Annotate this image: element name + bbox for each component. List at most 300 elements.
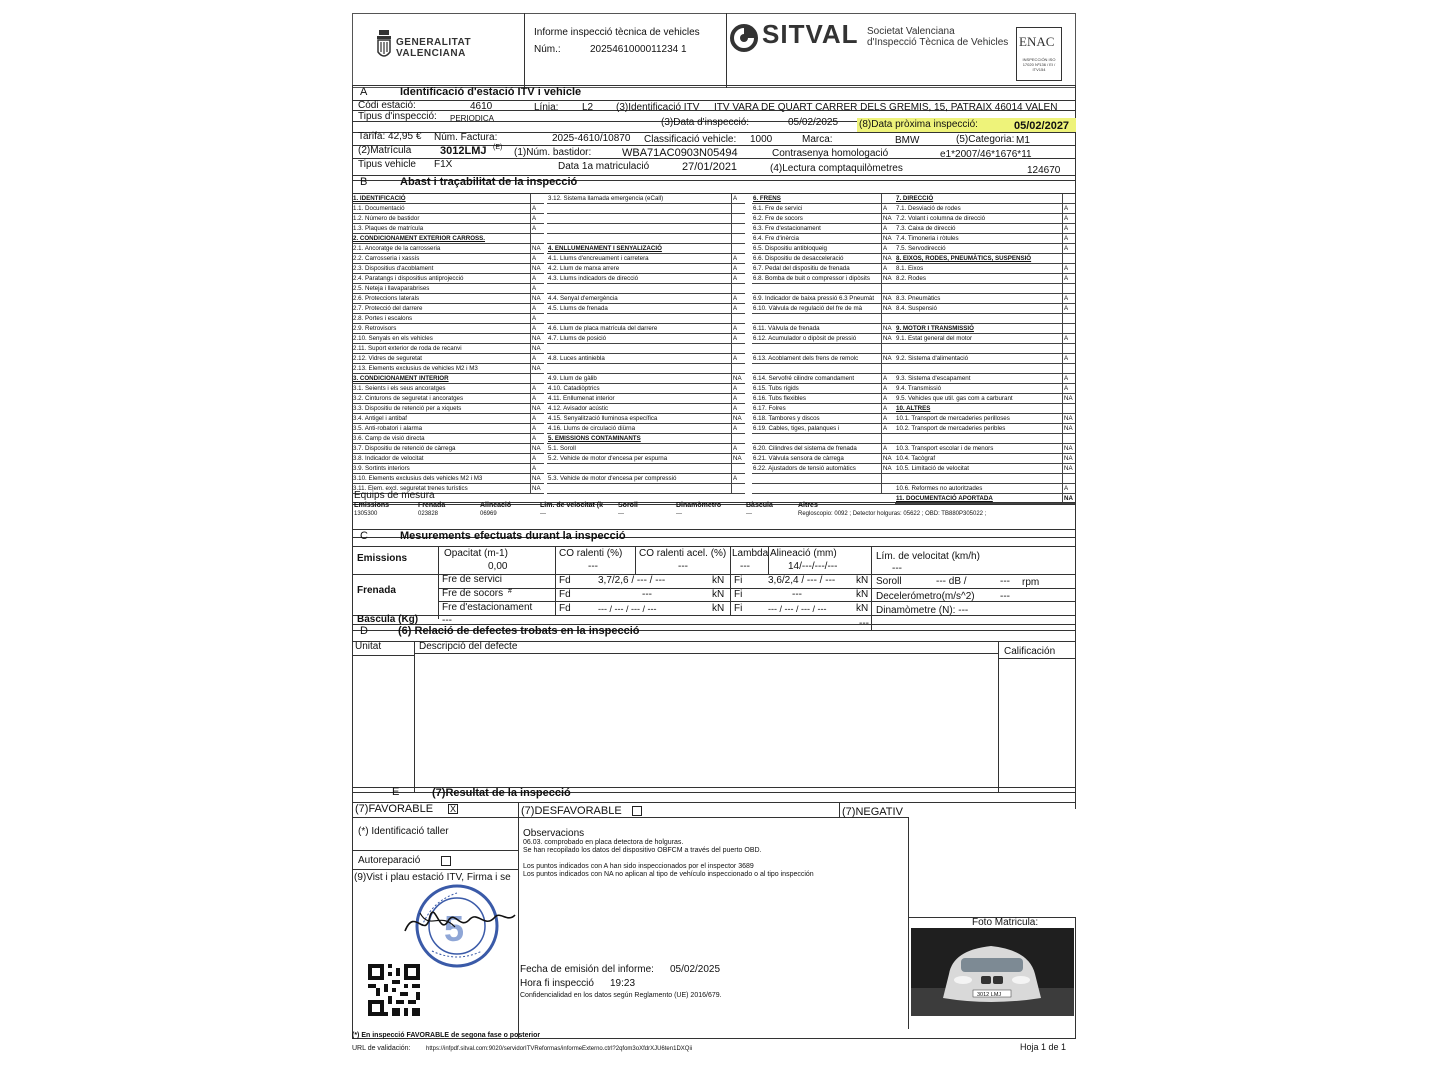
scope-item-result (881, 434, 895, 444)
scope-item (895, 274, 1076, 284)
linia-value: L2 (582, 102, 594, 113)
scope-item-result (731, 204, 745, 214)
equip-header: Soroll (618, 502, 638, 509)
desfavorable-checkbox[interactable] (632, 806, 642, 816)
scope-item-result: NA (530, 474, 544, 484)
sitval-logo-icon (730, 24, 758, 52)
scope-item (547, 234, 745, 244)
scope-item (752, 414, 895, 424)
scope-item (895, 344, 1076, 354)
scope-item (352, 254, 544, 264)
fd-servici: Fd (559, 575, 571, 586)
scope-item (752, 314, 895, 324)
scope-item-result: A (1062, 334, 1076, 344)
scope-item (547, 204, 745, 214)
scope-item-result: A (731, 424, 745, 434)
scope-item-result: A (1062, 484, 1076, 494)
scope-item-result: A (881, 374, 895, 384)
fi-estac-value: --- / --- / --- / --- (768, 604, 827, 614)
scope-item (352, 294, 544, 304)
scope-item (752, 404, 895, 414)
scope-item-result (731, 484, 745, 494)
scope-item (752, 464, 895, 474)
scope-item-result: NA (881, 454, 895, 464)
scope-item (352, 324, 544, 334)
scope-item (895, 414, 1076, 424)
scope-item-label: 8.1. Eixos (896, 265, 924, 272)
scope-item-result: NA (881, 234, 895, 244)
col-descripcio: Descripció del defecte (419, 641, 518, 652)
co-acel-label: CO ralenti acel. (%) (639, 548, 727, 559)
scope-item (547, 444, 745, 454)
scope-item (895, 434, 1076, 444)
scope-item (752, 484, 895, 494)
scope-item-result: NA (530, 294, 544, 304)
frenada-label: Frenada (357, 585, 396, 596)
desfavorable-label: (7)DESFAVORABLE (521, 805, 622, 817)
scope-item-result: NA (1062, 394, 1076, 404)
scope-item-result: A (1062, 204, 1076, 214)
scope-item-label: 7.5. Servodirecció (896, 245, 946, 252)
scope-item-result (881, 344, 895, 354)
scope-item (895, 234, 1076, 244)
scope-item (752, 194, 895, 204)
scope-item-result: A (530, 324, 544, 334)
autoreparacio-checkbox[interactable] (441, 856, 451, 866)
bastidor-label: (1)Núm. bastidor: (514, 147, 592, 158)
equip-header: Alineació (480, 502, 512, 509)
dinamometre-label: Dinamòmetre (N): --- (876, 605, 969, 616)
limvel-value: --- (892, 563, 902, 574)
scope-item-label: 7.4. Timoneria i ròtules (896, 235, 959, 242)
equip-value: Regloscopio: 0092 ; Detector holguras: 05622 ; OBD: TB880P305022 ; (798, 511, 987, 517)
section-a-letter: A (360, 86, 368, 98)
scope-item (547, 324, 745, 334)
scope-item-label: 1.3. Plaques de matrícula (353, 225, 424, 232)
scope-item-label: 6.15. Tubs rígids (753, 385, 799, 392)
scope-item (895, 204, 1076, 214)
limvel-label: Lím. de velocitat (km/h) (876, 551, 980, 562)
emissions-label: Emissions (357, 553, 408, 564)
scope-item-result (731, 344, 745, 354)
emision-value: 05/02/2025 (670, 964, 721, 975)
scope-item (547, 214, 745, 224)
scope-item (752, 214, 895, 224)
section-a-title: Identificació d'estació ITV i vehicle (400, 86, 582, 98)
soroll-value: --- dB / (936, 576, 967, 587)
scope-item-label: 9.4. Transmissió (896, 385, 942, 392)
scope-item-result: A (1062, 224, 1076, 234)
scope-item-result (731, 314, 745, 324)
scope-item-result: A (731, 294, 745, 304)
scope-item (895, 474, 1076, 484)
scope-item (547, 314, 745, 324)
equip-header: Frenada (418, 502, 446, 509)
scope-item (752, 454, 895, 464)
scope-item-result: A (530, 284, 544, 294)
scope-item (895, 484, 1076, 494)
scope-item-result: NA (1062, 454, 1076, 464)
scope-item-result (1062, 344, 1076, 354)
scope-item-label: 3. CONDICIONAMENT INTERIOR (353, 375, 449, 382)
equip-value: 06969 (480, 511, 497, 517)
scope-item-result (731, 234, 745, 244)
section-b-letter: B (360, 176, 368, 188)
scope-item (752, 234, 895, 244)
scope-item-result: A (1062, 354, 1076, 364)
scope-item-label: 3.7. Dispositiu de retenció de càrrega (353, 445, 456, 452)
scope-item-label: 2.7. Protecció del darrere (353, 305, 423, 312)
tipus-inspeccio-label: Tipus d'inspecció: (358, 111, 437, 122)
scope-item-label: 1. IDENTIFICACIÓ (353, 195, 406, 202)
scope-item-result: A (1062, 214, 1076, 224)
scope-item-result: A (731, 264, 745, 274)
col-unitat: Unitat (355, 641, 382, 652)
classificacio-value: 1000 (750, 134, 773, 145)
equip-value: --- (540, 511, 546, 517)
scope-item-result: NA (530, 344, 544, 354)
scope-item-result: A (731, 394, 745, 404)
observacions-label: Observacions (523, 828, 585, 839)
scope-item-result (881, 484, 895, 494)
scope-item (752, 374, 895, 384)
scope-item-label: 2.9. Retrovisors (353, 325, 397, 332)
favorable-label: (7)FAVORABLE (355, 803, 434, 815)
scope-item (752, 334, 895, 344)
equip-value: 023828 (418, 511, 439, 517)
contrasenya-value: e1*2007/46*1676*11 (940, 149, 1032, 160)
scope-item (547, 274, 745, 284)
scope-item (895, 444, 1076, 454)
data-proxima-label: (8)Data pròxima inspecció: (859, 119, 978, 130)
scope-item-result (881, 364, 895, 374)
scope-item (895, 464, 1076, 474)
factura-value: 2025-4610/10870 (552, 133, 631, 144)
scope-item-result: NA (881, 304, 895, 314)
scope-item (352, 374, 544, 384)
scope-item-label: 7.3. Caixa de direcció (896, 225, 956, 232)
opacitat-value: 0,00 (488, 561, 508, 572)
scope-item-result: NA (1062, 494, 1076, 504)
scope-item (547, 294, 745, 304)
scope-item-result: A (530, 224, 544, 234)
scope-item (547, 364, 745, 374)
scope-item-label: 9. MOTOR I TRANSMISSIÓ (896, 325, 974, 332)
scope-item-result: NA (530, 334, 544, 344)
scope-item-label: 3.12. Sistema llamada emergencia (eCall) (548, 195, 664, 202)
section-b-title: Abast i traçabilitat de la inspecció (400, 176, 578, 188)
soroll-label: Soroll (876, 576, 902, 587)
scope-item-result: A (530, 274, 544, 284)
scope-item-result: A (881, 204, 895, 214)
gva-name-line2: VALENCIANA (396, 48, 466, 59)
negativa-label: (7)NEGATIV (842, 806, 903, 818)
scope-item-label: 6.4. Fre d'inèrcia (753, 235, 799, 242)
scope-item-label: 10. ALTRES (896, 405, 931, 412)
scope-item-label: 4.3. Llums indicadors de direcció (548, 275, 639, 282)
scope-item (895, 424, 1076, 434)
favorable-checkbox[interactable]: X (449, 804, 456, 814)
scope-item (547, 434, 745, 444)
fre-socors-label: Fre de socors (442, 588, 504, 599)
equip-header: Lim. de velocitat (k (540, 502, 604, 509)
inspection-report-page (352, 13, 1076, 1067)
scope-item-label: 3.3. Dispositiu de retenció per a xiquets (353, 405, 462, 412)
scope-item (895, 374, 1076, 384)
scope-item-label: 4.11. Enllumenat interior (548, 395, 615, 402)
scope-item (352, 344, 544, 354)
scope-item-label: 6.8. Bomba de buit o compressor i dipòsits (753, 275, 870, 282)
bascula-value: --- (442, 615, 452, 626)
vist-label: (9)Vist i plau estació ITV, Firma i se (354, 872, 511, 883)
scope-item-label: 1.1. Documentació (353, 205, 405, 212)
scope-item (752, 254, 895, 264)
scope-item (895, 214, 1076, 224)
matricula-value: 3012LMJ (440, 145, 487, 157)
scope-item-label: 2.2. Carrosseria i xassís (353, 255, 420, 262)
fd-estac: Fd (559, 603, 571, 614)
scope-item-result: NA (881, 464, 895, 474)
kn-estac-fi: kN (856, 603, 869, 614)
observation-line: 06.03. comprobado en placa detectora de holguras. (523, 839, 684, 846)
scope-item-result: NA (881, 354, 895, 364)
ident-itv-label: (3)Identificació ITV (616, 102, 700, 113)
scope-item (895, 254, 1076, 264)
scope-item-label: 6.10. Vàlvula de regulació del fre de mà (753, 305, 863, 312)
scope-item (895, 384, 1076, 394)
scope-item (895, 264, 1076, 274)
enac-small-text: INSPECCIÓN ISO 17020 Nº136 / EI / ITV154 (1022, 57, 1056, 72)
fi-servici: Fi (734, 575, 743, 586)
scope-item-label: 5.2. Vehicle de motor d'encesa per espurna (548, 455, 668, 462)
ident-taller-label: (*) Identificació taller (358, 826, 449, 837)
scope-item-label: 6.1. Fre de servici (753, 205, 803, 212)
kn-estac-fd: kN (712, 603, 725, 614)
section-d-title: (6) Relació de defectes trobats en la inspecció (398, 625, 640, 637)
scope-item-label: 6.17. Folres (753, 405, 786, 412)
scope-item-result: A (530, 454, 544, 464)
soroll-rpm: rpm (1022, 577, 1040, 588)
scope-item-result: NA (731, 414, 745, 424)
fd-estac-value: --- / --- / --- / --- (598, 604, 657, 614)
scope-item (752, 364, 895, 374)
scope-item (352, 434, 544, 444)
scope-item-label: 2.1. Ancoratge de la carrosseria (353, 245, 441, 252)
scope-item-label: 8.4. Suspensió (896, 305, 937, 312)
scope-item-result (731, 434, 745, 444)
scope-item-result (1062, 324, 1076, 334)
scope-item-result: A (530, 384, 544, 394)
scope-item (352, 314, 544, 324)
scope-item (547, 404, 745, 414)
scope-item-result: NA (1062, 444, 1076, 454)
scope-item (352, 334, 544, 344)
tipus-inspeccio-value: PERIODICA (450, 114, 495, 123)
data-matriculacio-label: Data 1a matriculació (558, 161, 650, 172)
classificacio-label: Classificació vehicle: (644, 134, 737, 145)
scope-item-result: NA (530, 244, 544, 254)
scope-item-result: A (530, 434, 544, 444)
scope-item-label: 4.12. Avisador acústic (548, 405, 609, 412)
scope-item-label: 6.3. Fre d'estacionament (753, 225, 821, 232)
scope-item-result: A (881, 444, 895, 454)
scope-item-result (731, 284, 745, 294)
matricula-suffix: (E) (493, 144, 503, 151)
scope-item (895, 314, 1076, 324)
scope-item (547, 354, 745, 364)
codi-label: Códi estació: (358, 100, 416, 111)
vehicle-photo (911, 928, 1074, 1016)
scope-item-label: 3.1. Seients i els seus ancoratges (353, 385, 446, 392)
scope-item-label: 6.5. Dispositiu antibloqueig (753, 245, 827, 252)
co-ralenti-value: --- (588, 561, 598, 572)
scope-item (895, 244, 1076, 254)
section-d-letter: D (360, 625, 368, 637)
scope-item-result: A (1062, 264, 1076, 274)
categoria-label: (5)Categoria: (956, 134, 1015, 145)
scope-item-result: NA (530, 404, 544, 414)
scope-item (547, 264, 745, 274)
data-matriculacio-value: 27/01/2021 (682, 161, 738, 173)
scope-item (352, 364, 544, 374)
lambda-value: --- (740, 561, 750, 572)
scope-item-result: A (530, 424, 544, 434)
scope-item (895, 324, 1076, 334)
scope-item-result: A (1062, 244, 1076, 254)
scope-item-result: A (731, 194, 745, 204)
scope-item-result: A (881, 384, 895, 394)
scope-item-result (731, 364, 745, 374)
scope-item-result (1062, 434, 1076, 444)
scope-item-label: 4.2. Llum de marxa arrere (548, 265, 620, 272)
scope-item-label: 3.2. Cinturons de seguretat i ancoratges (353, 395, 464, 402)
data-inspeccio-value: 05/02/2025 (788, 117, 839, 128)
fd-servici-value: 3,7/2,6 / --- / --- (598, 575, 666, 586)
defects-table (352, 641, 1076, 793)
scope-item (895, 354, 1076, 364)
scope-item-result: NA (881, 324, 895, 334)
scope-item-result: A (530, 314, 544, 324)
scope-item (352, 444, 544, 454)
scope-item (752, 324, 895, 334)
scope-item-label: 10.6. Reformes no autoritzades (896, 485, 983, 492)
scope-item-result: A (530, 214, 544, 224)
equip-value: --- (746, 511, 752, 517)
scope-item-result: A (1062, 294, 1076, 304)
scope-item-label: 10.1. Transport de mercaderies perilloses (896, 415, 1010, 422)
scope-item (352, 224, 544, 234)
scope-item-label: 7.2. Volant i columna de direcció (896, 215, 986, 222)
scope-item (752, 274, 895, 284)
scope-item (547, 304, 745, 314)
scope-item (752, 424, 895, 434)
scope-item-result: NA (881, 274, 895, 284)
scope-item-label: 6.14. Servofré cilindre comandament (753, 375, 855, 382)
observation-line: Los puntos indicados con NA no aplican al tipo de vehículo inspeccionado o al tipo inspección (523, 871, 814, 878)
fi-socors: Fi (734, 589, 743, 600)
scope-item-label: 6.6. Dispositiu de desacceleració (753, 255, 844, 262)
scope-item-result: NA (731, 374, 745, 384)
scope-item-result (1062, 364, 1076, 374)
scope-item (752, 474, 895, 484)
scope-item (547, 194, 745, 204)
fd-socors-value: --- (642, 589, 652, 600)
scope-item-result: A (731, 304, 745, 314)
scope-item (352, 454, 544, 464)
scope-item-label: 6.16. Tubs flexibles (753, 395, 806, 402)
scope-item (547, 464, 745, 474)
scope-item-result: A (881, 424, 895, 434)
scope-item (895, 284, 1076, 294)
scope-item (352, 264, 544, 274)
scope-item (352, 384, 544, 394)
data-proxima-value: 05/02/2027 (1014, 120, 1070, 132)
co-ralenti-label: CO ralenti (%) (559, 548, 623, 559)
alineacio-value: 14/---/---/--- (788, 561, 838, 572)
scope-item (547, 454, 745, 464)
svg-text:5: 5 (444, 908, 465, 949)
scope-item-result: A (881, 404, 895, 414)
scope-item-label: 5. EMISSIONS CONTAMINANTS (548, 435, 641, 442)
scope-item-label: 6.21. Vàlvula sensora de càrrega (753, 455, 844, 462)
scope-item-result: A (731, 354, 745, 364)
scope-item (752, 384, 895, 394)
scope-item-label: 4.5. Llums de frenada (548, 305, 608, 312)
scope-item-label: 8.2. Rodes (896, 275, 926, 282)
scope-item-label: 8. EIXOS, RODES, PNEUMÀTICS, SUSPENSIÓ (896, 255, 1032, 262)
sitval-name-line2: d'Inspecció Tècnica de Vehicles (867, 37, 1009, 48)
scope-item-result: A (530, 354, 544, 364)
codi-value: 4610 (470, 101, 493, 112)
scope-item-label: 4.4. Senyal d'emergència (548, 295, 618, 302)
decel-label: Decelerómetro(m/s^2) (876, 591, 975, 602)
validation-url[interactable]: https://infpdf.sitval.com:9020/servidorITVReformas/informeExterno.ctrl?2qfom3oXfdrXJU6ten1DXQii (426, 1046, 693, 1052)
scope-item (752, 434, 895, 444)
scope-item-label: 6.12. Acumulador o dipòsit de pressió (753, 335, 857, 342)
scope-item-result: A (530, 464, 544, 474)
data-inspeccio-label: (3)Data d'inspecció: (661, 117, 750, 128)
gva-crest-icon (376, 30, 392, 62)
scope-item (752, 394, 895, 404)
scope-item-result: A (881, 394, 895, 404)
scope-item (895, 454, 1076, 464)
equips-label: Equips de mesura (354, 490, 435, 501)
section-e-title: (7)Resultat de la inspecció (432, 787, 571, 799)
scope-item (547, 384, 745, 394)
scope-item-label: 3.5. Anti-robatori i alarma (353, 425, 423, 432)
scope-item-result: A (881, 224, 895, 234)
section-c-letter: C (360, 530, 368, 542)
scope-item (547, 394, 745, 404)
fd-socors: Fd (559, 589, 571, 600)
linia-label: Línia: (534, 102, 559, 113)
soroll-rpm-value: --- (1000, 576, 1010, 587)
kn-servici-fd: kN (712, 575, 725, 586)
section-c-title: Mesurements efectuats durant la inspecció (400, 530, 626, 542)
scope-item (352, 404, 544, 414)
report-title: Informe inspecció tècnica de vehicles (534, 27, 700, 38)
scope-item (752, 294, 895, 304)
factura-label: Núm. Factura: (434, 132, 498, 143)
scope-item (547, 414, 745, 424)
scope-item-label: 2. CONDICIONAMENT EXTERIOR CARROSS. (353, 235, 486, 242)
scope-item-result: A (530, 394, 544, 404)
signature-image (400, 901, 520, 941)
scope-item (895, 394, 1076, 404)
autoreparacio-label: Autoreparació (358, 855, 421, 866)
scope-item-label: 6.19. Cables, tiges, palanques i (753, 425, 840, 432)
equip-header: Emissions (354, 502, 390, 509)
